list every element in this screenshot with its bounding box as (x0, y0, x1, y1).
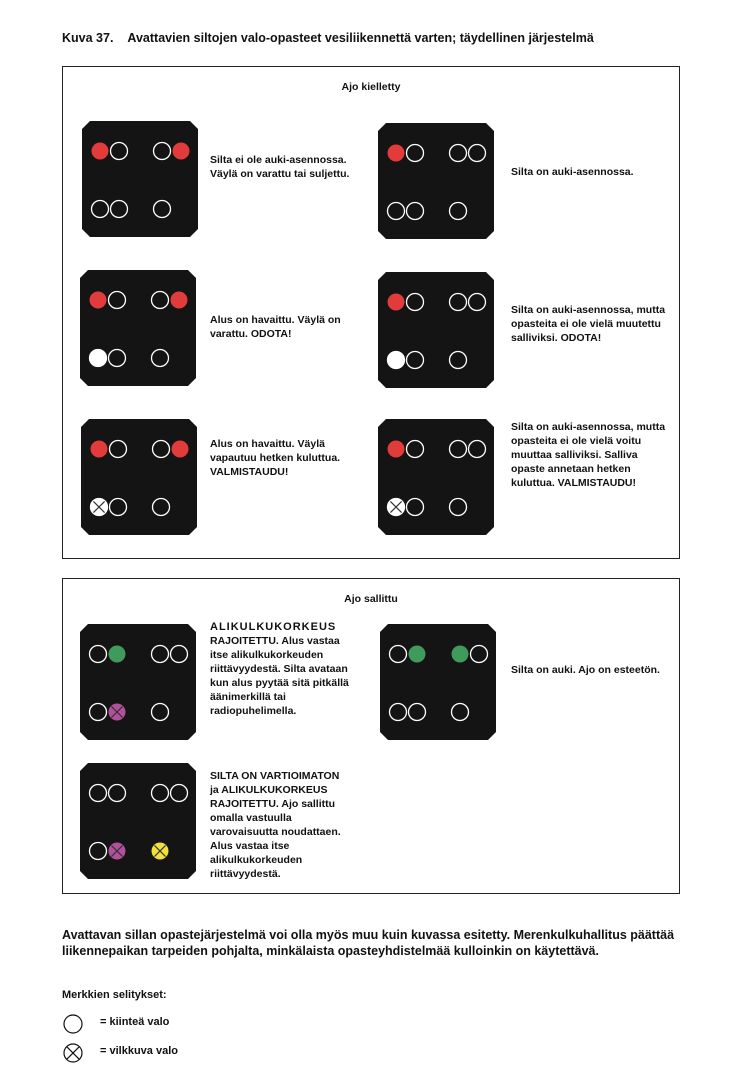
unlit-icon (388, 203, 405, 220)
unlit-icon (407, 441, 424, 458)
unlit-icon (109, 785, 126, 802)
signal-panel (378, 272, 494, 388)
unlit-icon (409, 704, 426, 721)
signal-board (80, 763, 196, 879)
signal-panel (378, 123, 494, 239)
signal-board (82, 121, 198, 237)
signal-board (80, 270, 196, 386)
unlit-icon (407, 203, 424, 220)
green-icon (109, 646, 126, 663)
unlit-icon (111, 201, 128, 218)
signal-description: Alus on havaittu. Väylä vapautuu hetken kuluttua. VALMISTAUDU! (210, 438, 341, 478)
signal-description: Alus on havaittu. Väylä on varattu. ODOTA! (210, 314, 341, 340)
unlit-icon (171, 646, 188, 663)
signal-description (210, 620, 350, 718)
signal-description-heading: ALIKULKUKORKEUS (210, 621, 337, 633)
white-flashing-icon (91, 499, 108, 516)
red-icon (91, 441, 108, 458)
signal-description: Silta on auki-asennossa. (511, 166, 634, 178)
red-icon (172, 441, 189, 458)
footer-note: Avattavan sillan opastejärjestelmä voi olla myös muu kuin kuvassa esitetty. Merenkulkuhallitus päättää liikennepaikan tarpeiden pohjalta, minkälaista opasteyhdistelmää kulloinkin on käytettävä. (62, 928, 675, 958)
red-icon (173, 143, 190, 160)
unlit-icon (154, 143, 171, 160)
unlit-icon (469, 441, 486, 458)
page-title (62, 31, 594, 45)
unlit-icon (110, 441, 127, 458)
red-icon (388, 441, 405, 458)
red-icon (171, 292, 188, 309)
red-icon (90, 292, 107, 309)
white-flashing-icon (388, 499, 405, 516)
signal-panel (81, 419, 197, 535)
unlit-icon (407, 145, 424, 162)
section-heading: Ajo sallittu (344, 593, 398, 605)
unlit-icon (390, 646, 407, 663)
red-icon (388, 145, 405, 162)
signal-description-body: RAJOITETTU. Alus vastaa itse alikulkukorkeuden riittävyydestä. Silta avataan kun alus pyytää sitä pitkällä äänimerkillä tai radiopuhelimella. (210, 635, 349, 717)
white-icon (90, 350, 107, 367)
unlit-icon (407, 499, 424, 516)
unlit-icon (152, 292, 169, 309)
legend-label: = vilkkuva valo (100, 1045, 178, 1057)
magenta-flashing-icon (109, 704, 126, 721)
signal-description: Silta on auki-asennossa, mutta opasteita ei ole vielä voitu muuttaa salliviksi. Salliva opaste annetaan hetken kuluttua. VALMISTAUDU! (511, 421, 666, 489)
red-icon (388, 294, 405, 311)
white-icon (388, 352, 405, 369)
unlit-icon (92, 201, 109, 218)
unlit-icon (111, 143, 128, 160)
unlit-icon (152, 646, 169, 663)
unlit-icon (154, 201, 171, 218)
unlit-icon (153, 499, 170, 516)
unlit-icon (152, 785, 169, 802)
signal-board (80, 624, 196, 740)
unlit-icon (171, 785, 188, 802)
figure-number: Kuva 37. (62, 31, 114, 45)
legend-title: Merkkien selitykset: (62, 989, 167, 1001)
figure-caption: Avattavien siltojen valo-opasteet vesiliikennettä varten; täydellinen järjestelmä (127, 31, 594, 45)
signal-description: Silta on auki. Ajo on esteetön. (511, 664, 660, 676)
signal-board (378, 419, 494, 535)
red-icon (92, 143, 109, 160)
signal-description: SILTA ON VARTIOIMATON ja ALIKULKUKORKEUS RAJOITETTU. Ajo sallittu omalla vastuulla varovaisuutta noudattaen. Alus vastaa itse alikulkukorkeuden riittävyydestä. (210, 770, 341, 880)
unlit-icon (90, 646, 107, 663)
unlit-icon (450, 294, 467, 311)
signal-panel (80, 763, 196, 879)
flashing-light-icon (62, 1042, 84, 1064)
yellow-flashing-icon (152, 843, 169, 860)
unlit-icon (407, 294, 424, 311)
unlit-icon (109, 292, 126, 309)
green-icon (409, 646, 426, 663)
signal-panel (82, 121, 198, 237)
unlit-icon (450, 499, 467, 516)
unlit-icon (469, 145, 486, 162)
unlit-icon (153, 441, 170, 458)
unlit-icon (452, 704, 469, 721)
section-heading: Ajo kielletty (341, 81, 401, 93)
unlit-icon (469, 294, 486, 311)
legend-label: = kiinteä valo (100, 1016, 170, 1028)
unlit-icon (450, 352, 467, 369)
unlit-icon (450, 145, 467, 162)
signal-board (378, 272, 494, 388)
unlit-icon (90, 843, 107, 860)
signal-panel (80, 624, 196, 740)
green-icon (452, 646, 469, 663)
unlit-icon (110, 499, 127, 516)
signal-board (380, 624, 496, 740)
magenta-flashing-icon (109, 843, 126, 860)
signal-panel (80, 270, 196, 386)
signal-panel (380, 624, 496, 740)
unlit-icon (152, 704, 169, 721)
unlit-icon (90, 785, 107, 802)
signal-board (81, 419, 197, 535)
signal-board (378, 123, 494, 239)
unlit-icon (407, 352, 424, 369)
unlit-icon (450, 203, 467, 220)
signal-description: Silta on auki-asennossa, mutta opasteita ei ole vielä muutettu salliviksi. ODOTA! (511, 304, 666, 344)
unlit-icon (90, 704, 107, 721)
signal-description: Silta ei ole auki-asennossa. Väylä on varattu tai suljettu. (210, 154, 350, 180)
signal-panel (378, 419, 494, 535)
unlit-icon (471, 646, 488, 663)
fixed-light-icon (62, 1013, 84, 1035)
unlit-icon (109, 350, 126, 367)
unlit-icon (152, 350, 169, 367)
unlit-icon (390, 704, 407, 721)
unlit-icon (450, 441, 467, 458)
